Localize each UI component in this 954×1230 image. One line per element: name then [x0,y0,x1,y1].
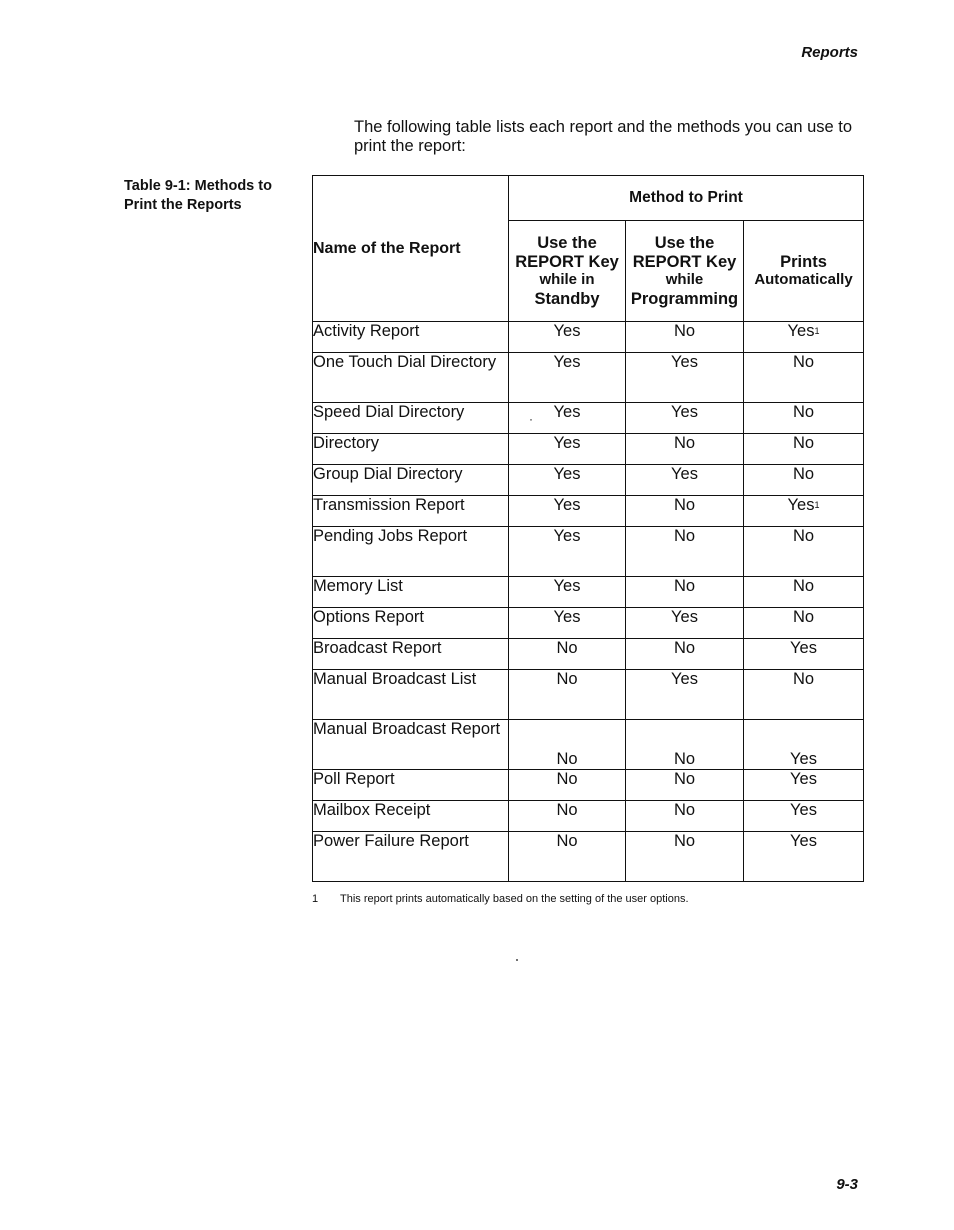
report-name-cell: Mailbox Receipt [313,801,509,832]
table-row [313,434,864,465]
auto-cell: No [744,403,864,434]
programming-cell: No [626,801,744,832]
auto-cell: Yes [744,832,864,882]
page-number: 9-3 [836,1176,858,1193]
table-row [313,801,864,832]
programming-cell: Yes [626,465,744,496]
standby-cell: Yes [509,527,626,577]
auto-cell: No [744,608,864,639]
standby-column-header [509,221,626,322]
standby-cell: Yes [509,322,626,353]
table-row [313,465,864,496]
standby-cell: Yes [509,496,626,527]
standby-cell: No [509,801,626,832]
footnote-marker: 1 [312,893,319,905]
standby-cell: No [509,639,626,670]
programming-cell: No [626,322,744,353]
auto-cell: No [744,353,864,403]
auto-cell: No [744,465,864,496]
report-name-cell: One Touch Dial Directory [313,353,509,403]
table-row [313,322,864,353]
auto-header-line1: Prints [780,252,827,271]
programming-header-line4: Programming [630,289,739,308]
auto-value: Yes [787,322,815,340]
report-name-cell: Manual Broadcast List [313,670,509,720]
programming-cell: No [626,832,744,882]
programming-header-line1: Use the [654,234,715,252]
programming-header-line3: while [665,271,704,288]
report-name-cell: Pending Jobs Report [313,527,509,577]
auto-cell: No [744,527,864,577]
programming-cell: Yes [626,670,744,720]
table-caption: Table 9-1: Methods to Print the Reports [124,178,272,213]
standby-cell [509,403,626,434]
standby-cell: No [509,770,626,801]
footnote-ref: 1 [814,326,820,336]
programming-cell: No [626,720,744,770]
report-name-cell: Manual Broadcast Report [313,720,509,770]
standby-header-line1: Use the [537,234,597,252]
programming-cell: Yes [626,353,744,403]
programming-cell: No [626,770,744,801]
report-name-cell: Speed Dial Directory [313,403,509,434]
intro-paragraph: The following table lists each report and the methods you can use to print the report: [354,118,853,155]
report-name-cell: Directory [313,434,509,465]
report-name-cell: Group Dial Directory [313,465,509,496]
footnote-ref: 1 [814,500,820,510]
programming-column-header [626,221,744,322]
table-row [313,403,864,434]
standby-cell: Yes [509,434,626,465]
auto-cell [744,496,864,527]
name-column-header: Name of the Report [313,176,509,322]
programming-cell: No [626,577,744,608]
programming-header-line2: REPORT Key [632,252,737,271]
standby-cell: Yes [509,608,626,639]
print-speck: · [529,412,533,426]
standby-header-line2: REPORT Key [515,252,619,271]
print-speck [516,959,518,961]
running-head: Reports [801,44,858,61]
programming-cell: No [626,527,744,577]
auto-value: Yes [787,496,815,514]
table-row [313,353,864,403]
table-row [313,720,864,770]
auto-cell [744,322,864,353]
reports-table [312,175,864,882]
report-name-cell: Broadcast Report [313,639,509,670]
table-row [313,639,864,670]
auto-header-line2: Automatically [754,271,853,288]
programming-cell: Yes [626,608,744,639]
table-row [313,832,864,882]
programming-cell: No [626,434,744,465]
standby-cell: Yes [509,465,626,496]
table-footnote [312,893,689,905]
table-row [313,496,864,527]
auto-column-header [744,221,864,322]
standby-header-line4: Standby [534,289,600,308]
auto-cell: Yes [744,720,864,770]
footnote-text: This report prints automatically based on the setting of the user options. [340,893,689,905]
standby-cell: Yes [509,577,626,608]
table-row [313,577,864,608]
report-name-cell: Options Report [313,608,509,639]
standby-cell: No [509,670,626,720]
table-row [313,670,864,720]
table-row [313,608,864,639]
auto-cell: Yes [744,770,864,801]
auto-cell: Yes [744,801,864,832]
report-name-cell: Poll Report [313,770,509,801]
report-name-cell: Transmission Report [313,496,509,527]
programming-cell: Yes [626,403,744,434]
report-name-cell: Memory List [313,577,509,608]
programming-cell: No [626,639,744,670]
standby-cell: Yes [509,353,626,403]
auto-cell: No [744,434,864,465]
standby-value: Yes [553,403,581,421]
auto-cell: No [744,670,864,720]
standby-cell: No [509,832,626,882]
standby-cell: No [509,720,626,770]
table-row [313,770,864,801]
standby-header-line3: while in [539,271,595,288]
table-row [313,527,864,577]
report-name-cell: Activity Report [313,322,509,353]
table-header-row-group [313,176,864,221]
auto-cell: No [744,577,864,608]
programming-cell: No [626,496,744,527]
auto-cell: Yes [744,639,864,670]
report-name-cell: Power Failure Report [313,832,509,882]
method-to-print-header: Method to Print [509,176,864,221]
